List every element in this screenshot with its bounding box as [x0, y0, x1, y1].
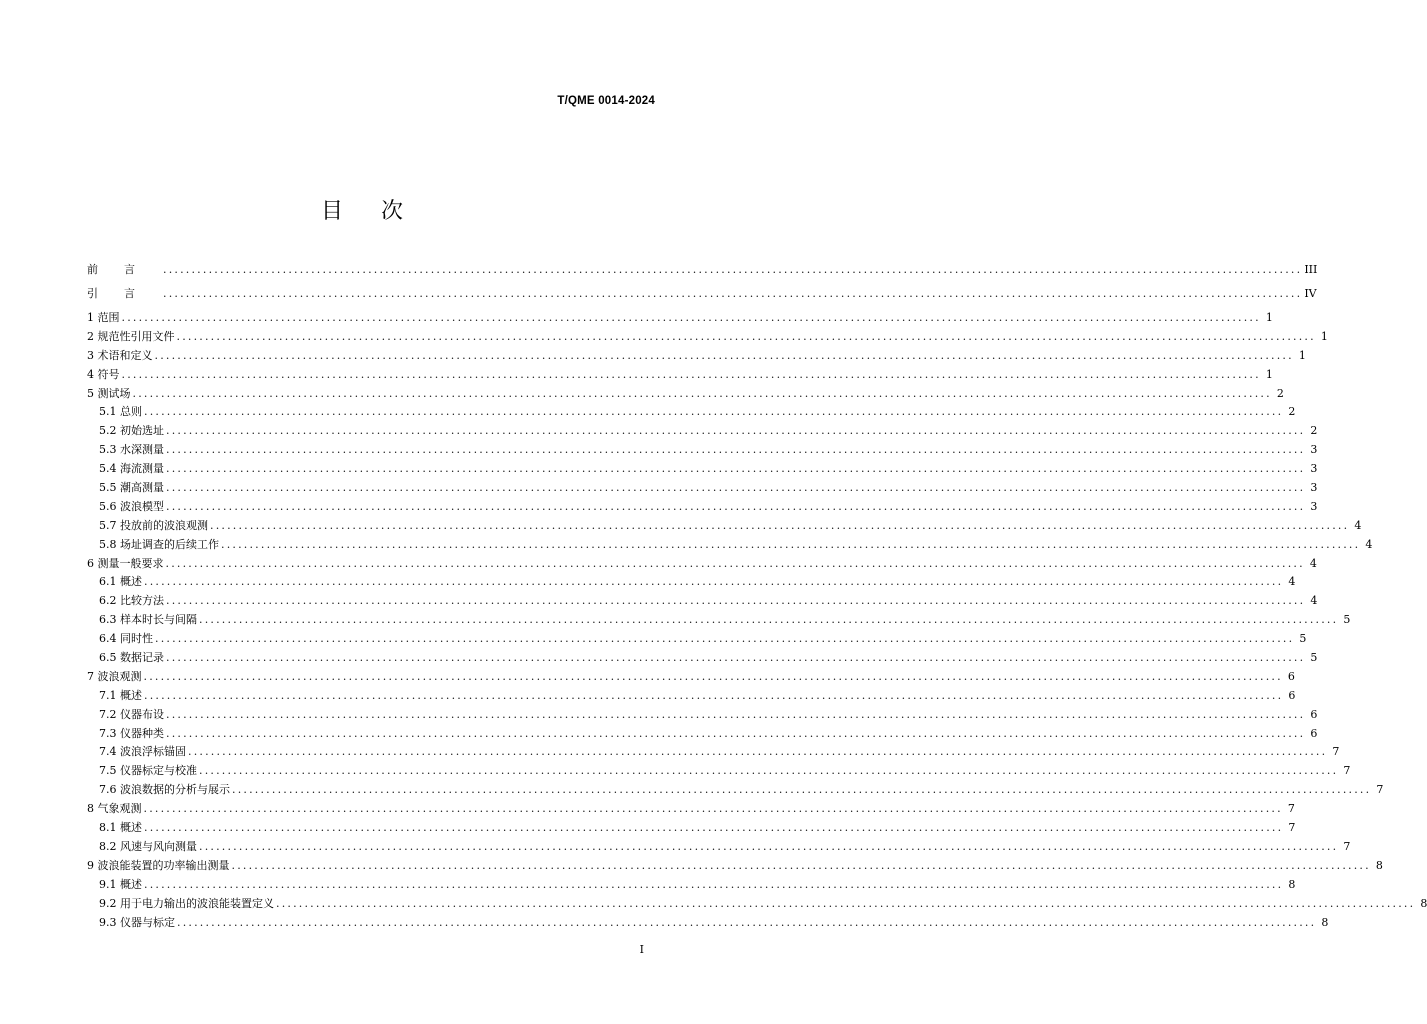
toc-leader-dots: ........................................................................................................................................................................................................	[210, 518, 1350, 532]
toc-entry[interactable]	[87, 819, 1296, 838]
toc-entry-page: 3	[1310, 443, 1318, 457]
document-code: T/QME 0014-2024	[557, 95, 655, 107]
toc-entry[interactable]	[87, 592, 1318, 611]
toc-entry-page: 6	[1287, 669, 1295, 683]
toc-leader-dots: ........................................................................................................................................................................................................	[163, 287, 1303, 300]
toc-entry-page: 4	[1354, 518, 1362, 532]
toc-entry[interactable]	[87, 422, 1318, 441]
toc-entry[interactable]	[87, 838, 1351, 857]
toc-entry-page: 3	[1310, 481, 1318, 495]
toc-leader-dots: ........................................................................................................................................................................................................	[166, 462, 1306, 476]
toc-entry-page: IV	[1304, 287, 1317, 300]
toc-entry-label: 7.5 仪器标定与校准	[99, 764, 197, 778]
toc-entry-page: 7	[1343, 839, 1351, 853]
toc-entry-label: 5 测试场	[87, 386, 131, 400]
toc-leader-dots: ........................................................................................................................................................................................................	[132, 386, 1272, 400]
toc-entry-label: 7.4 波浪浮标锚固	[99, 745, 186, 759]
toc-entry[interactable]	[87, 725, 1318, 744]
toc-entry[interactable]	[87, 876, 1296, 895]
toc-entry-label: 5.7 投放前的波浪观测	[99, 518, 208, 532]
toc-entry-label: 6 测量一般要求	[87, 556, 164, 570]
toc-entry[interactable]	[87, 479, 1318, 498]
toc-entry-label: 5.5 潮高测量	[99, 481, 164, 495]
toc-leader-dots: ........................................................................................................................................................................................................	[166, 443, 1306, 457]
toc-leader-dots: ........................................................................................................................................................................................................	[144, 575, 1284, 589]
toc-entry[interactable]	[87, 555, 1317, 574]
toc-entry[interactable]	[87, 460, 1318, 479]
toc-leader-dots: ........................................................................................................................................................................................................	[144, 688, 1284, 702]
toc-leader-dots: ........................................................................................................................................................................................................	[121, 367, 1261, 381]
toc-entry-label: 9 波浪能装置的功率输出测量	[87, 858, 230, 872]
toc-entry-page: 3	[1310, 462, 1318, 476]
toc-entry[interactable]	[87, 611, 1351, 630]
toc-entry-label: 2 规范性引用文件	[87, 329, 175, 343]
toc-entry-page: 1	[1298, 348, 1306, 362]
toc-entry-label: 7.2 仪器布设	[99, 707, 164, 721]
toc-entry-label: 5.4 海流测量	[99, 462, 164, 476]
toc-entry-label: 5.6 波浪模型	[99, 499, 164, 513]
toc-entry[interactable]	[87, 762, 1351, 781]
toc-leader-dots: ........................................................................................................................................................................................................	[143, 802, 1283, 816]
toc-entry-label: 4 符号	[87, 367, 120, 381]
toc-entry[interactable]	[87, 895, 1427, 914]
toc-entry[interactable]	[87, 441, 1318, 460]
toc-entry-page: 7	[1343, 764, 1351, 778]
toc-leader-dots: ........................................................................................................................................................................................................	[276, 896, 1416, 910]
toc-entry[interactable]	[87, 258, 1318, 282]
toc-entry-label: 9.2 用于电力输出的波浪能装置定义	[99, 896, 274, 910]
toc-leader-dots: ........................................................................................................................................................................................................	[121, 311, 1261, 324]
toc-entry-page: 2	[1310, 424, 1318, 438]
toc-leader-dots: ........................................................................................................................................................................................................	[166, 481, 1306, 495]
toc-leader-dots: ........................................................................................................................................................................................................	[144, 405, 1284, 419]
toc-entry-page: 4	[1310, 594, 1318, 608]
toc-entry[interactable]	[87, 498, 1318, 517]
toc-entry[interactable]	[87, 573, 1296, 592]
toc-leader-dots: ........................................................................................................................................................................................................	[143, 669, 1283, 683]
page-number: I	[639, 943, 644, 956]
toc-leader-dots: ........................................................................................................................................................................................................	[166, 707, 1306, 721]
toc-title	[0, 194, 724, 225]
toc-entry[interactable]	[87, 366, 1273, 385]
toc-leader-dots: ........................................................................................................................................................................................................	[232, 783, 1372, 797]
toc-entry[interactable]	[87, 649, 1318, 668]
toc-entry[interactable]	[87, 914, 1329, 933]
toc-entry[interactable]	[87, 706, 1318, 725]
toc-entry-label: 8.1 概述	[99, 821, 142, 835]
toc-entry-page: 2	[1276, 386, 1284, 400]
toc-leader-dots: ........................................................................................................................................................................................................	[199, 764, 1339, 778]
toc-entry-page: 1	[1265, 311, 1273, 324]
toc-entry-page: 1	[1265, 367, 1273, 381]
toc-entry[interactable]	[87, 630, 1307, 649]
toc-entry-page: 1	[1320, 329, 1328, 343]
toc-leader-dots: ........................................................................................................................................................................................................	[166, 424, 1306, 438]
toc-entry-label: 7.3 仪器种类	[99, 726, 164, 740]
toc-entry-page: 4	[1288, 575, 1296, 589]
toc-entry-label: 7.6 波浪数据的分析与展示	[99, 783, 230, 797]
toc-entry[interactable]	[87, 743, 1340, 762]
toc-entry-label: 6.2 比较方法	[99, 594, 164, 608]
toc-entry-label: 引言	[87, 287, 161, 300]
toc-entry[interactable]	[87, 800, 1295, 819]
toc-entry[interactable]	[87, 282, 1317, 306]
toc-entry-page: 5	[1343, 613, 1351, 627]
toc-entry[interactable]	[87, 687, 1296, 706]
toc-leader-dots: ........................................................................................................................................................................................................	[166, 594, 1306, 608]
toc-entry-page: III	[1304, 263, 1318, 276]
toc-leader-dots: ........................................................................................................................................................................................................	[165, 556, 1305, 570]
toc-entry-page: 6	[1288, 688, 1296, 702]
toc-entry[interactable]	[87, 347, 1306, 366]
toc-entry-page: 8	[1288, 877, 1296, 891]
toc-entry-label: 8.2 风速与风向测量	[99, 839, 197, 853]
toc-entry-page: 4	[1365, 537, 1373, 551]
toc-leader-dots: ........................................................................................................................................................................................................	[155, 632, 1295, 646]
toc-leader-dots: ........................................................................................................................................................................................................	[163, 263, 1303, 276]
toc-entry-label: 前言	[87, 263, 161, 276]
toc-leader-dots: ........................................................................................................................................................................................................	[166, 499, 1306, 513]
toc-entry-page: 8	[1321, 915, 1329, 929]
toc-entry[interactable]	[87, 403, 1296, 422]
toc-entry-label: 9.3 仪器与标定	[99, 915, 175, 929]
toc-leader-dots: ........................................................................................................................................................................................................	[199, 839, 1339, 853]
toc-entry-page: 7	[1332, 745, 1340, 759]
toc-entry-page: 2	[1288, 405, 1296, 419]
toc-list	[87, 258, 1427, 932]
toc-entry[interactable]	[87, 536, 1373, 555]
toc-title-char: 次	[381, 199, 404, 224]
toc-entry-page: 5	[1310, 651, 1318, 665]
toc-leader-dots: ........................................................................................................................................................................................................	[188, 745, 1328, 759]
toc-leader-dots: ........................................................................................................................................................................................................	[231, 858, 1371, 872]
toc-leader-dots: ........................................................................................................................................................................................................	[177, 915, 1317, 929]
toc-title-char: 目	[320, 199, 343, 224]
toc-entry-page: 5	[1299, 632, 1307, 646]
toc-leader-dots: ........................................................................................................................................................................................................	[154, 348, 1294, 362]
toc-entry[interactable]	[87, 328, 1328, 347]
toc-entry[interactable]	[87, 385, 1284, 404]
toc-leader-dots: ........................................................................................................................................................................................................	[144, 821, 1284, 835]
toc-entry-page: 3	[1310, 499, 1318, 513]
toc-entry-page: 8	[1420, 896, 1427, 910]
toc-entry[interactable]	[87, 309, 1273, 328]
toc-leader-dots: ........................................................................................................................................................................................................	[199, 613, 1339, 627]
toc-entry-label: 5.1 总则	[99, 405, 142, 419]
toc-entry-label: 1 范围	[87, 311, 120, 324]
toc-leader-dots: ........................................................................................................................................................................................................	[221, 537, 1361, 551]
toc-entry[interactable]	[87, 857, 1383, 876]
toc-entry-label: 6.4 同时性	[99, 632, 153, 646]
toc-entry-label: 9.1 概述	[99, 877, 142, 891]
toc-entry-label: 6.5 数据记录	[99, 651, 164, 665]
toc-entry-page: 7	[1287, 802, 1295, 816]
toc-entry-label: 5.2 初始选址	[99, 424, 164, 438]
toc-entry-page: 7	[1288, 821, 1296, 835]
toc-entry-page: 8	[1375, 858, 1383, 872]
toc-entry-label: 6.3 样本时长与间隔	[99, 613, 197, 627]
toc-entry[interactable]	[87, 781, 1384, 800]
toc-entry-label: 5.8 场址调查的后续工作	[99, 537, 219, 551]
toc-leader-dots: ........................................................................................................................................................................................................	[166, 651, 1306, 665]
toc-leader-dots: ........................................................................................................................................................................................................	[176, 329, 1316, 343]
toc-entry-label: 6.1 概述	[99, 575, 142, 589]
toc-entry-page: 6	[1310, 707, 1318, 721]
toc-entry-page: 4	[1309, 556, 1317, 570]
toc-leader-dots: ........................................................................................................................................................................................................	[144, 877, 1284, 891]
toc-entry-label: 7 波浪观测	[87, 669, 142, 683]
toc-entry[interactable]	[87, 517, 1362, 536]
toc-entry-label: 5.3 水深测量	[99, 443, 164, 457]
toc-entry-page: 6	[1310, 726, 1318, 740]
toc-entry[interactable]	[87, 668, 1295, 687]
toc-entry-label: 7.1 概述	[99, 688, 142, 702]
toc-entry-label: 8 气象观测	[87, 802, 142, 816]
toc-entry-label: 3 术语和定义	[87, 348, 153, 362]
toc-entry-page: 7	[1376, 783, 1384, 797]
toc-leader-dots: ........................................................................................................................................................................................................	[166, 726, 1306, 740]
